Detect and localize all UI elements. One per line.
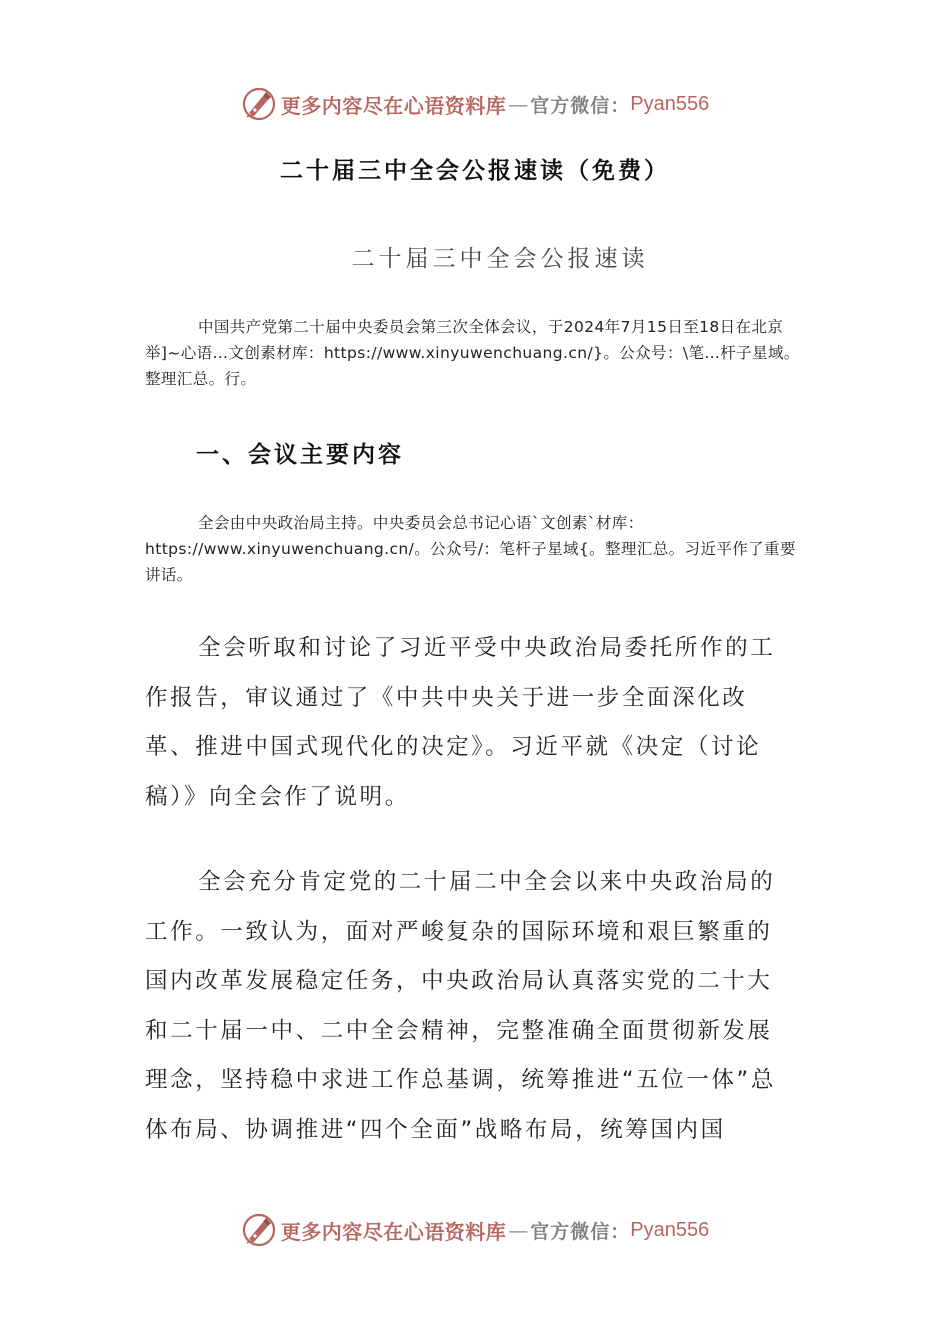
- banner-text: 更多内容尽在心语资料库: [280, 93, 507, 118]
- document-title: 二十届三中全会公报速读（免费）: [280, 158, 670, 184]
- banner-separator: —: [508, 92, 529, 116]
- pen-nib-logo-icon: [241, 86, 277, 122]
- footer-watermark-banner: [0, 1210, 950, 1250]
- body-paragraph-1: 全会由中央政治局主持。中央委员会总书记心语`文创素`材库：https://www.xinyuwenchuang.cn/。公众号/：笔杆子星域{。整理汇总。习近平作了重要讲话。: [145, 514, 796, 584]
- intro-paragraph: 中国共产党第二十届中央委员会第三次全体会议，于2024年7月15日至18日在北京举]~心语…文创素材库：https://www.xinyuwenchuang.cn/}。公众号：\笔…杆子星域。整理汇总。行。: [145, 318, 800, 388]
- document-subtitle: 二十届三中全会公报速读: [351, 246, 649, 272]
- pen-nib-logo-icon: [241, 1212, 277, 1248]
- banner-official-label: 官方微信：: [530, 94, 631, 117]
- header-watermark-banner: [0, 84, 950, 124]
- body-paragraph-2: 全会听取和讨论了习近平受中央政治局委托所作的工作报告，审议通过了《中共中央关于进一步全面深化改革、推进中国式现代化的决定》。习近平就《决定（讨论稿）》向全会作了说明。: [145, 635, 776, 810]
- banner-wechat-id: Pyan556: [630, 92, 710, 115]
- banner-official-label: 官方微信：: [530, 1220, 631, 1243]
- section-heading: 一、会议主要内容: [196, 442, 404, 468]
- body-paragraph-3: 全会充分肯定党的二十届二中全会以来中央政治局的工作。一致认为，面对严峻复杂的国际环境和艰巨繁重的国内改革发展稳定任务，中央政治局认真落实党的二十大和二十届一中、二中全会精神，完整准确全面贯彻新发展理念，坚持稳中求进工作总基调，统筹推进“五位一体”总体布局、协调推进“四个全面”战略布局，统筹国内国: [145, 869, 776, 1143]
- banner-text: 更多内容尽在心语资料库: [280, 1219, 507, 1244]
- banner-separator: —: [508, 1218, 529, 1242]
- banner-wechat-id: Pyan556: [630, 1218, 710, 1241]
